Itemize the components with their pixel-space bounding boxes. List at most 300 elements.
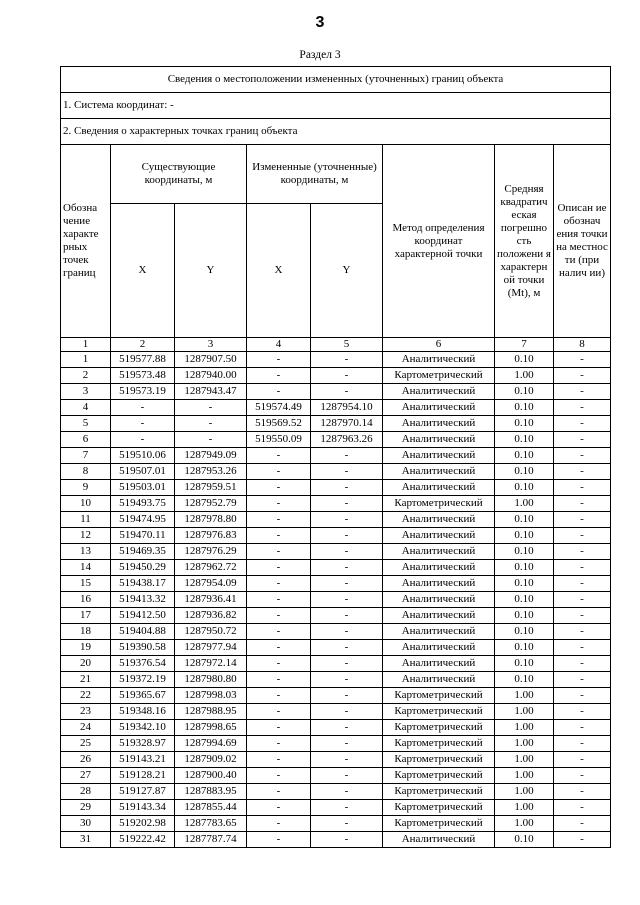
table-row — [61, 768, 611, 784]
cell-method: Аналитический — [383, 384, 495, 400]
coord-system: 1. Система координат: - — [61, 93, 611, 119]
cell-existing-x: 519127.87 — [111, 784, 175, 800]
cell-method: Картометрический — [383, 704, 495, 720]
cell-point-number: 3 — [61, 384, 111, 400]
table-row — [61, 448, 611, 464]
cell-changed-y: - — [311, 384, 383, 400]
cell-accuracy: 0.10 — [495, 656, 554, 672]
cell-existing-x: 519143.21 — [111, 752, 175, 768]
cell-accuracy: 0.10 — [495, 480, 554, 496]
cell-changed-x: - — [247, 368, 311, 384]
column-number: 8 — [554, 338, 611, 352]
cell-method: Аналитический — [383, 640, 495, 656]
cell-point-number: 14 — [61, 560, 111, 576]
cell-description: - — [554, 464, 611, 480]
cell-accuracy: 1.00 — [495, 816, 554, 832]
cell-existing-y: 1287783.65 — [175, 816, 247, 832]
cell-description: - — [554, 560, 611, 576]
cell-changed-x: - — [247, 480, 311, 496]
cell-changed-y: 1287963.26 — [311, 432, 383, 448]
cell-changed-y: - — [311, 768, 383, 784]
cell-point-number: 23 — [61, 704, 111, 720]
cell-changed-y: - — [311, 656, 383, 672]
cell-existing-x: 519412.50 — [111, 608, 175, 624]
table-row — [61, 480, 611, 496]
header-changed-coords: Измененные (уточненные) координаты, м — [247, 145, 383, 204]
table-row — [61, 528, 611, 544]
cell-description: - — [554, 352, 611, 368]
cell-point-number: 29 — [61, 800, 111, 816]
cell-point-number: 8 — [61, 464, 111, 480]
cell-changed-y: - — [311, 784, 383, 800]
cell-existing-y: 1287940.00 — [175, 368, 247, 384]
cell-changed-x: - — [247, 352, 311, 368]
cell-point-number: 27 — [61, 768, 111, 784]
cell-changed-y: - — [311, 480, 383, 496]
column-number: 2 — [111, 338, 175, 352]
boundary-points-table — [60, 66, 611, 848]
cell-method: Аналитический — [383, 544, 495, 560]
cell-accuracy: 0.10 — [495, 592, 554, 608]
cell-existing-x: 519573.48 — [111, 368, 175, 384]
cell-accuracy: 0.10 — [495, 416, 554, 432]
cell-accuracy: 0.10 — [495, 672, 554, 688]
cell-method: Картометрический — [383, 752, 495, 768]
cell-point-number: 20 — [61, 656, 111, 672]
table-row — [61, 352, 611, 368]
cell-method: Аналитический — [383, 480, 495, 496]
table-row — [61, 624, 611, 640]
cell-changed-y: - — [311, 688, 383, 704]
cell-changed-x: - — [247, 544, 311, 560]
cell-changed-y: - — [311, 608, 383, 624]
cell-changed-y: - — [311, 800, 383, 816]
cell-method: Аналитический — [383, 608, 495, 624]
cell-changed-x: - — [247, 528, 311, 544]
cell-existing-y: 1287949.09 — [175, 448, 247, 464]
cell-changed-x: 519574.49 — [247, 400, 311, 416]
cell-description: - — [554, 432, 611, 448]
table-row — [61, 720, 611, 736]
cell-method: Аналитический — [383, 512, 495, 528]
cell-changed-y: - — [311, 352, 383, 368]
cell-changed-y: - — [311, 752, 383, 768]
cell-method: Аналитический — [383, 416, 495, 432]
cell-accuracy: 1.00 — [495, 496, 554, 512]
table-row — [61, 576, 611, 592]
cell-point-number: 15 — [61, 576, 111, 592]
cell-existing-y: 1287855.44 — [175, 800, 247, 816]
cell-existing-y: 1287909.02 — [175, 752, 247, 768]
header-point-designation: Обозна чение характе рных точек границ — [61, 145, 111, 338]
cell-changed-x: - — [247, 752, 311, 768]
cell-changed-x: - — [247, 560, 311, 576]
cell-existing-x: 519507.01 — [111, 464, 175, 480]
cell-method: Картометрический — [383, 496, 495, 512]
cell-method: Картометрический — [383, 768, 495, 784]
cell-existing-y: 1287950.72 — [175, 624, 247, 640]
cell-existing-y: 1287972.14 — [175, 656, 247, 672]
cell-existing-y: 1287787.74 — [175, 832, 247, 848]
column-number: 5 — [311, 338, 383, 352]
cell-changed-y: 1287970.14 — [311, 416, 383, 432]
cell-existing-y: 1287943.47 — [175, 384, 247, 400]
cell-existing-y: 1287976.83 — [175, 528, 247, 544]
cell-accuracy: 1.00 — [495, 720, 554, 736]
cell-description: - — [554, 736, 611, 752]
cell-existing-x: 519503.01 — [111, 480, 175, 496]
cell-method: Картометрический — [383, 368, 495, 384]
cell-description: - — [554, 640, 611, 656]
cell-point-number: 24 — [61, 720, 111, 736]
cell-method: Аналитический — [383, 672, 495, 688]
cell-point-number: 22 — [61, 688, 111, 704]
cell-existing-y: 1287936.41 — [175, 592, 247, 608]
cell-point-number: 25 — [61, 736, 111, 752]
cell-description: - — [554, 384, 611, 400]
cell-method: Картометрический — [383, 736, 495, 752]
table-row — [61, 400, 611, 416]
cell-changed-x: - — [247, 640, 311, 656]
cell-existing-y: 1287954.09 — [175, 576, 247, 592]
cell-point-number: 26 — [61, 752, 111, 768]
column-number: 7 — [495, 338, 554, 352]
cell-existing-x: 519328.97 — [111, 736, 175, 752]
cell-existing-x: 519577.88 — [111, 352, 175, 368]
table-row — [61, 544, 611, 560]
cell-changed-x: - — [247, 768, 311, 784]
table-row — [61, 496, 611, 512]
column-number: 4 — [247, 338, 311, 352]
cell-method: Аналитический — [383, 432, 495, 448]
cell-existing-x: 519372.19 — [111, 672, 175, 688]
cell-existing-x: 519348.16 — [111, 704, 175, 720]
cell-description: - — [554, 688, 611, 704]
cell-method: Аналитический — [383, 624, 495, 640]
cell-point-number: 13 — [61, 544, 111, 560]
table-row — [61, 640, 611, 656]
cell-method: Аналитический — [383, 576, 495, 592]
cell-accuracy: 0.10 — [495, 528, 554, 544]
cell-existing-x: 519202.98 — [111, 816, 175, 832]
table-row — [61, 464, 611, 480]
table-row — [61, 736, 611, 752]
cell-point-number: 30 — [61, 816, 111, 832]
cell-changed-x: - — [247, 464, 311, 480]
cell-point-number: 6 — [61, 432, 111, 448]
cell-changed-y: - — [311, 496, 383, 512]
cell-changed-x: - — [247, 672, 311, 688]
cell-changed-x: - — [247, 384, 311, 400]
header-existing-x: X — [111, 204, 175, 338]
cell-accuracy: 1.00 — [495, 688, 554, 704]
header-method: Метод определения координат характерной точки — [383, 145, 495, 338]
cell-existing-y: 1287883.95 — [175, 784, 247, 800]
cell-existing-y: 1287952.79 — [175, 496, 247, 512]
cell-description: - — [554, 576, 611, 592]
cell-description: - — [554, 448, 611, 464]
cell-existing-x: 519438.17 — [111, 576, 175, 592]
cell-description: - — [554, 672, 611, 688]
cell-description: - — [554, 480, 611, 496]
cell-accuracy: 1.00 — [495, 800, 554, 816]
header-changed-y: Y — [311, 204, 383, 338]
header-existing-coords: Существующие координаты, м — [111, 145, 247, 204]
cell-method: Аналитический — [383, 352, 495, 368]
cell-existing-y: 1287900.40 — [175, 768, 247, 784]
cell-changed-y: - — [311, 576, 383, 592]
cell-existing-x: 519413.32 — [111, 592, 175, 608]
cell-point-number: 1 — [61, 352, 111, 368]
cell-changed-x: - — [247, 816, 311, 832]
cell-method: Аналитический — [383, 464, 495, 480]
cell-existing-y: 1287980.80 — [175, 672, 247, 688]
cell-existing-y: 1287988.95 — [175, 704, 247, 720]
cell-accuracy: 1.00 — [495, 736, 554, 752]
cell-existing-y: 1287977.94 — [175, 640, 247, 656]
cell-accuracy: 0.10 — [495, 544, 554, 560]
cell-point-number: 12 — [61, 528, 111, 544]
table-row — [61, 592, 611, 608]
cell-changed-x: - — [247, 736, 311, 752]
cell-point-number: 18 — [61, 624, 111, 640]
cell-description: - — [554, 624, 611, 640]
cell-changed-x: - — [247, 496, 311, 512]
cell-point-number: 19 — [61, 640, 111, 656]
table-title: Сведения о местоположении измененных (уточненных) границ объекта — [61, 67, 611, 93]
section-title: Раздел 3 — [299, 49, 341, 61]
cell-changed-y: - — [311, 816, 383, 832]
cell-existing-y: 1287953.26 — [175, 464, 247, 480]
cell-accuracy: 1.00 — [495, 784, 554, 800]
cell-accuracy: 0.10 — [495, 432, 554, 448]
cell-changed-y: - — [311, 832, 383, 848]
cell-method: Аналитический — [383, 592, 495, 608]
cell-changed-x: - — [247, 704, 311, 720]
header-accuracy: Средняя квадратич еская погрешно сть положени я характерн ой точки (Mt), м — [495, 145, 554, 338]
cell-existing-x: - — [111, 400, 175, 416]
cell-changed-y: - — [311, 624, 383, 640]
cell-changed-x: 519569.52 — [247, 416, 311, 432]
cell-existing-x: 519390.58 — [111, 640, 175, 656]
cell-existing-x: - — [111, 432, 175, 448]
cell-method: Аналитический — [383, 448, 495, 464]
cell-description: - — [554, 816, 611, 832]
cell-point-number: 21 — [61, 672, 111, 688]
cell-changed-y: - — [311, 448, 383, 464]
cell-existing-x: 519474.95 — [111, 512, 175, 528]
cell-method: Аналитический — [383, 400, 495, 416]
table-row — [61, 512, 611, 528]
cell-accuracy: 0.10 — [495, 352, 554, 368]
cell-changed-x: - — [247, 608, 311, 624]
table-row — [61, 368, 611, 384]
column-number: 6 — [383, 338, 495, 352]
cell-changed-y: - — [311, 512, 383, 528]
cell-changed-x: - — [247, 656, 311, 672]
cell-changed-y: - — [311, 720, 383, 736]
cell-accuracy: 0.10 — [495, 560, 554, 576]
cell-accuracy: 1.00 — [495, 368, 554, 384]
cell-existing-x: 519493.75 — [111, 496, 175, 512]
cell-description: - — [554, 592, 611, 608]
cell-existing-x: 519376.54 — [111, 656, 175, 672]
table-row — [61, 432, 611, 448]
cell-changed-x: - — [247, 832, 311, 848]
cell-changed-x: - — [247, 688, 311, 704]
cell-point-number: 28 — [61, 784, 111, 800]
cell-description: - — [554, 512, 611, 528]
cell-changed-x: - — [247, 448, 311, 464]
cell-existing-y: 1287978.80 — [175, 512, 247, 528]
cell-existing-y: 1287998.03 — [175, 688, 247, 704]
cell-changed-x: - — [247, 800, 311, 816]
cell-changed-x: - — [247, 784, 311, 800]
cell-existing-y: 1287998.65 — [175, 720, 247, 736]
cell-changed-y: - — [311, 464, 383, 480]
cell-accuracy: 0.10 — [495, 624, 554, 640]
table-row — [61, 384, 611, 400]
cell-changed-x: - — [247, 592, 311, 608]
cell-description: - — [554, 528, 611, 544]
cell-existing-x: 519510.06 — [111, 448, 175, 464]
cell-existing-x: 519469.35 — [111, 544, 175, 560]
cell-changed-x: - — [247, 624, 311, 640]
cell-accuracy: 0.10 — [495, 576, 554, 592]
cell-method: Аналитический — [383, 560, 495, 576]
cell-accuracy: 0.10 — [495, 464, 554, 480]
header-changed-x: X — [247, 204, 311, 338]
cell-changed-y: - — [311, 704, 383, 720]
cell-changed-y: 1287954.10 — [311, 400, 383, 416]
cell-description: - — [554, 784, 611, 800]
cell-accuracy: 0.10 — [495, 384, 554, 400]
cell-point-number: 5 — [61, 416, 111, 432]
cell-accuracy: 0.10 — [495, 512, 554, 528]
cell-description: - — [554, 656, 611, 672]
cell-changed-x: - — [247, 720, 311, 736]
cell-description: - — [554, 704, 611, 720]
cell-description: - — [554, 800, 611, 816]
cell-existing-y: 1287994.69 — [175, 736, 247, 752]
cell-description: - — [554, 752, 611, 768]
cell-method: Картометрический — [383, 816, 495, 832]
cell-changed-x: - — [247, 512, 311, 528]
cell-point-number: 17 — [61, 608, 111, 624]
cell-accuracy: 1.00 — [495, 752, 554, 768]
cell-existing-y: - — [175, 400, 247, 416]
cell-accuracy: 1.00 — [495, 704, 554, 720]
cell-description: - — [554, 720, 611, 736]
cell-existing-x: 519342.10 — [111, 720, 175, 736]
cell-existing-y: 1287976.29 — [175, 544, 247, 560]
cell-description: - — [554, 496, 611, 512]
table-row — [61, 416, 611, 432]
cell-description: - — [554, 416, 611, 432]
table-row — [61, 560, 611, 576]
cell-existing-x: 519365.67 — [111, 688, 175, 704]
cell-description: - — [554, 368, 611, 384]
cell-existing-y: - — [175, 432, 247, 448]
column-number: 1 — [61, 338, 111, 352]
cell-changed-x: 519550.09 — [247, 432, 311, 448]
cell-existing-x: 519128.21 — [111, 768, 175, 784]
cell-point-number: 7 — [61, 448, 111, 464]
cell-existing-y: 1287959.51 — [175, 480, 247, 496]
column-number: 3 — [175, 338, 247, 352]
table-row — [61, 752, 611, 768]
cell-point-number: 16 — [61, 592, 111, 608]
table-row — [61, 656, 611, 672]
cell-point-number: 2 — [61, 368, 111, 384]
cell-changed-y: - — [311, 672, 383, 688]
cell-method: Аналитический — [383, 528, 495, 544]
points-caption: 2. Сведения о характерных точках границ объекта — [61, 119, 611, 145]
header-existing-y: Y — [175, 204, 247, 338]
table-row — [61, 608, 611, 624]
cell-method: Картометрический — [383, 784, 495, 800]
cell-accuracy: 1.00 — [495, 768, 554, 784]
cell-existing-x: 519404.88 — [111, 624, 175, 640]
cell-changed-y: - — [311, 592, 383, 608]
cell-description: - — [554, 832, 611, 848]
cell-method: Картометрический — [383, 800, 495, 816]
cell-method: Картометрический — [383, 720, 495, 736]
cell-existing-x: 519450.29 — [111, 560, 175, 576]
cell-description: - — [554, 768, 611, 784]
cell-changed-x: - — [247, 576, 311, 592]
cell-method: Аналитический — [383, 656, 495, 672]
table-row — [61, 832, 611, 848]
cell-changed-y: - — [311, 640, 383, 656]
table-row — [61, 672, 611, 688]
cell-accuracy: 0.10 — [495, 608, 554, 624]
cell-description: - — [554, 608, 611, 624]
header-description: Описан ие обознач ения точки на местнос ти (при налич ии) — [554, 145, 611, 338]
cell-changed-y: - — [311, 368, 383, 384]
cell-description: - — [554, 400, 611, 416]
cell-changed-y: - — [311, 560, 383, 576]
page-number: 3 — [315, 14, 325, 31]
cell-accuracy: 0.10 — [495, 640, 554, 656]
cell-existing-x: 519470.11 — [111, 528, 175, 544]
cell-existing-x: 519143.34 — [111, 800, 175, 816]
cell-existing-y: 1287907.50 — [175, 352, 247, 368]
cell-method: Картометрический — [383, 688, 495, 704]
cell-changed-y: - — [311, 736, 383, 752]
cell-point-number: 11 — [61, 512, 111, 528]
table-row — [61, 800, 611, 816]
cell-existing-y: 1287936.82 — [175, 608, 247, 624]
cell-accuracy: 0.10 — [495, 448, 554, 464]
cell-accuracy: 0.10 — [495, 832, 554, 848]
cell-point-number: 4 — [61, 400, 111, 416]
cell-existing-y: 1287962.72 — [175, 560, 247, 576]
table-row — [61, 704, 611, 720]
cell-description: - — [554, 544, 611, 560]
cell-existing-x: - — [111, 416, 175, 432]
table-row — [61, 688, 611, 704]
cell-method: Аналитический — [383, 832, 495, 848]
cell-existing-x: 519222.42 — [111, 832, 175, 848]
cell-existing-x: 519573.19 — [111, 384, 175, 400]
cell-changed-y: - — [311, 528, 383, 544]
cell-point-number: 31 — [61, 832, 111, 848]
cell-accuracy: 0.10 — [495, 400, 554, 416]
cell-point-number: 9 — [61, 480, 111, 496]
cell-existing-y: - — [175, 416, 247, 432]
cell-changed-y: - — [311, 544, 383, 560]
